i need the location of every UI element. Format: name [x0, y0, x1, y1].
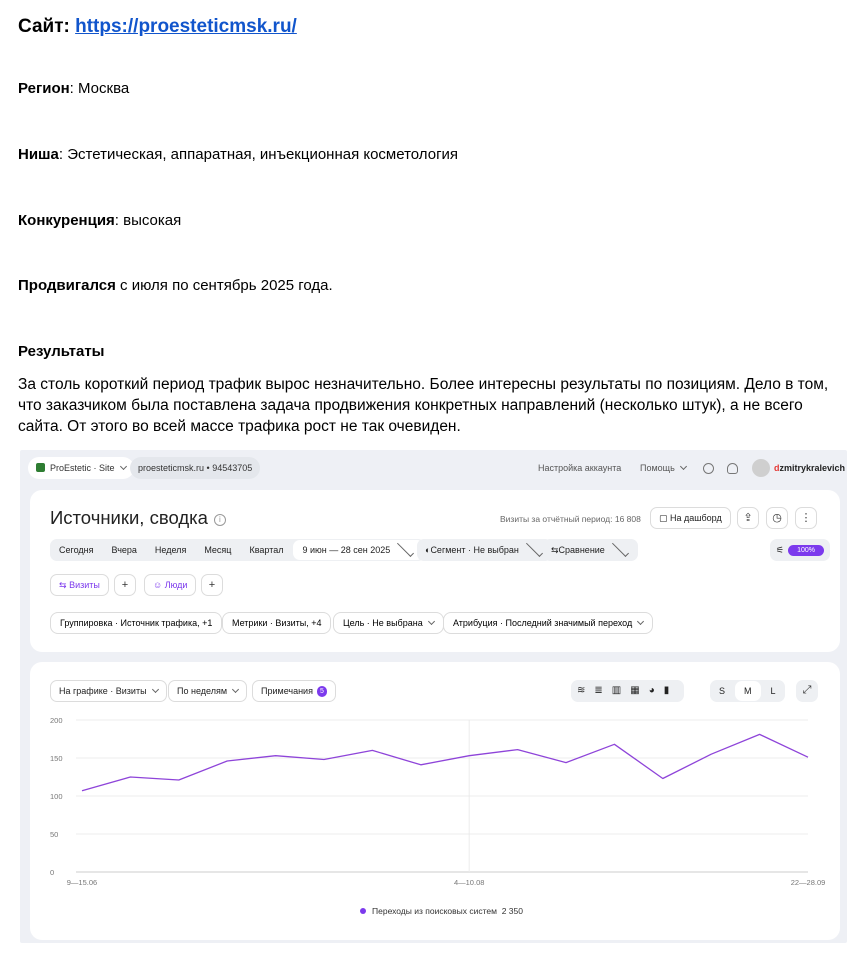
line-chart-icon[interactable]: ≋: [577, 685, 595, 696]
niche-value: : Эстетическая, аппаратная, инъекционная косметология: [58, 146, 459, 163]
expand-icon[interactable]: ⤢: [796, 680, 818, 702]
series-line[interactable]: [82, 734, 808, 790]
competition-value: : высокая: [114, 212, 182, 229]
period-selector: [50, 539, 425, 561]
bell-icon[interactable]: [727, 463, 738, 474]
help-label: Помощь: [640, 463, 675, 473]
chat-icon[interactable]: [703, 463, 714, 474]
niche-label: Ниша: [18, 146, 59, 163]
size-l[interactable]: L: [770, 686, 776, 696]
people-chip[interactable]: [144, 574, 196, 596]
info-icon[interactable]: i: [214, 514, 226, 526]
goal-filter[interactable]: [333, 612, 444, 634]
data-point[interactable]: [225, 759, 229, 763]
compare-icon: ⇆: [551, 545, 559, 555]
history-icon[interactable]: ◷: [766, 507, 788, 529]
area-chart-icon[interactable]: ≣: [594, 685, 612, 696]
share-icon[interactable]: ⇪: [737, 507, 759, 529]
data-point[interactable]: [177, 778, 181, 782]
region-value: : Москва: [69, 80, 130, 97]
user-rest: zmitrykralevich: [779, 463, 846, 473]
period-today[interactable]: Сегодня: [59, 545, 94, 555]
data-point[interactable]: [612, 742, 616, 746]
data-point[interactable]: [661, 777, 665, 781]
dashboard-label: На дашборд: [670, 513, 722, 523]
results-paragraph: За столь короткий период трафик вырос незначительно. Более интересны результаты по позициям. Дело в том, что заказчиком была поставлена задача продвижения конкретных направлений (несколько штук), а не всего сайта. От этого во всей массе трафика рост не так очевиден.: [18, 376, 829, 435]
y-tick-label: 50: [50, 830, 59, 839]
results-heading: [18, 343, 104, 360]
by-weeks-text: По неделям: [177, 686, 228, 696]
metrika-screenshot: [20, 450, 847, 943]
grouping-filter[interactable]: Группировка · Источник трафика, +1: [50, 612, 222, 634]
competition-label: Конкуренция: [18, 212, 115, 229]
site-line: [18, 16, 297, 38]
region-line: [18, 80, 129, 97]
comparison-text: Сравнение: [558, 545, 605, 555]
on-chart-text: На графике · Визиты: [59, 686, 147, 696]
people-chip-label: Люди: [164, 580, 188, 590]
data-point[interactable]: [564, 761, 568, 765]
y-tick-label: 0: [50, 868, 55, 877]
data-point[interactable]: [516, 748, 520, 752]
attribution-filter-text: Атрибуция · Последний значимый переход: [453, 618, 633, 628]
person-icon: ☺: [153, 580, 163, 590]
x-tick-label: 9—15.06: [66, 878, 98, 887]
counter-id: 94543705: [212, 463, 253, 473]
more-icon[interactable]: ⋮: [795, 507, 817, 529]
attribution-filter[interactable]: [443, 612, 653, 634]
chevron-down-icon: [637, 618, 644, 625]
chart-card: [30, 662, 840, 940]
segment-selector[interactable]: [417, 539, 552, 561]
account-settings-link[interactable]: Настройка аккаунта: [538, 463, 622, 473]
period-month[interactable]: Месяц: [204, 545, 232, 555]
comparison-selector[interactable]: [543, 539, 638, 561]
size-s[interactable]: S: [719, 686, 726, 696]
pie-chart-icon[interactable]: ◕: [648, 685, 664, 696]
notes-text: Примечания: [261, 686, 313, 696]
segment-icon: ◐: [425, 545, 431, 555]
data-point[interactable]: [467, 754, 471, 758]
column-chart-icon[interactable]: ▮: [663, 685, 679, 696]
period-week[interactable]: Неделя: [154, 545, 187, 555]
promoted-label: Продвигался: [18, 277, 116, 294]
user-name[interactable]: [774, 463, 845, 473]
chart-legend: [360, 906, 523, 916]
data-point[interactable]: [322, 758, 326, 762]
chevron-down-icon: [612, 540, 629, 557]
page-title-text: Источники, сводка: [50, 507, 208, 528]
segment-text: Сегмент · Не выбран: [430, 545, 519, 555]
chevron-down-icon: [680, 463, 687, 470]
chevron-down-icon: [397, 540, 414, 557]
counter-selector[interactable]: [28, 457, 134, 479]
legend-dot: [360, 908, 366, 914]
page-title: [50, 507, 226, 529]
date-range-text: 9 июн — 28 сен 2025: [302, 545, 391, 555]
counter-name: ProEstetic · Site: [50, 463, 115, 473]
sampling-badge: 100%: [788, 545, 824, 556]
niche-line: [18, 146, 458, 163]
goal-filter-text: Цель · Не выбрана: [343, 618, 423, 628]
data-point[interactable]: [806, 755, 810, 759]
visits-chip[interactable]: [50, 574, 109, 596]
stacked-bar-icon[interactable]: ▦: [630, 685, 649, 696]
counter-info: proesteticmsk.ru • 94543705: [130, 457, 260, 479]
x-tick-label: 22—28.09: [790, 878, 826, 887]
visits-total: Визиты за отчётный период: 16 808: [500, 514, 641, 524]
sliders-icon: ⚟: [776, 545, 785, 555]
top-bar: [20, 450, 847, 486]
region-label: Регион: [18, 80, 70, 97]
data-point[interactable]: [419, 763, 423, 767]
notes-count: 5: [317, 686, 327, 697]
metrics-filter[interactable]: Метрики · Визиты, +4: [222, 612, 331, 634]
period-yesterday[interactable]: Вчера: [111, 545, 137, 555]
y-tick-label: 150: [50, 754, 63, 763]
add-people-button[interactable]: +: [201, 574, 223, 596]
site-link[interactable]: https://proesteticmsk.ru/: [75, 16, 297, 37]
line-chart: [30, 662, 840, 940]
data-point[interactable]: [758, 732, 762, 736]
site-label: Сайт:: [18, 16, 70, 37]
legend-series-name: Переходы из поисковых систем: [372, 906, 497, 916]
data-point[interactable]: [274, 754, 278, 758]
legend-series-total: 2 350: [501, 906, 523, 916]
data-point[interactable]: [370, 748, 374, 752]
visits-chip-label: Визиты: [69, 580, 100, 590]
chevron-down-icon: [428, 618, 435, 625]
user-prefix: d: [774, 463, 780, 473]
y-tick-label: 200: [50, 716, 63, 725]
sampling-control[interactable]: [770, 539, 830, 561]
results-heading-text: Результаты: [18, 343, 105, 360]
data-point[interactable]: [128, 775, 132, 779]
dashboard-icon: ▢: [659, 513, 668, 523]
chevron-down-icon: [119, 463, 126, 470]
counter-domain: proesteticmsk.ru: [138, 463, 205, 473]
avatar[interactable]: [752, 459, 770, 477]
dashboard-button[interactable]: [650, 507, 731, 529]
add-metric-button[interactable]: +: [114, 574, 136, 596]
x-tick-label: 4—10.08: [453, 878, 485, 887]
y-tick-label: 100: [50, 792, 63, 801]
period-quarter[interactable]: Квартал: [249, 545, 284, 555]
report-header-card: [30, 490, 840, 652]
help-menu[interactable]: [640, 463, 686, 473]
compare-icon: ⇆: [59, 580, 67, 590]
competition-line: [18, 212, 181, 229]
promoted-line: [18, 277, 333, 294]
size-m[interactable]: M: [735, 681, 761, 701]
date-range-picker[interactable]: [293, 540, 424, 560]
promoted-value: с июля по сентябрь 2025 года.: [115, 277, 333, 294]
counter-square-icon: [36, 463, 45, 472]
data-point[interactable]: [709, 752, 713, 756]
chevron-down-icon: [526, 540, 543, 557]
data-point[interactable]: [80, 789, 84, 793]
bar-chart-icon[interactable]: ▥: [611, 685, 631, 696]
